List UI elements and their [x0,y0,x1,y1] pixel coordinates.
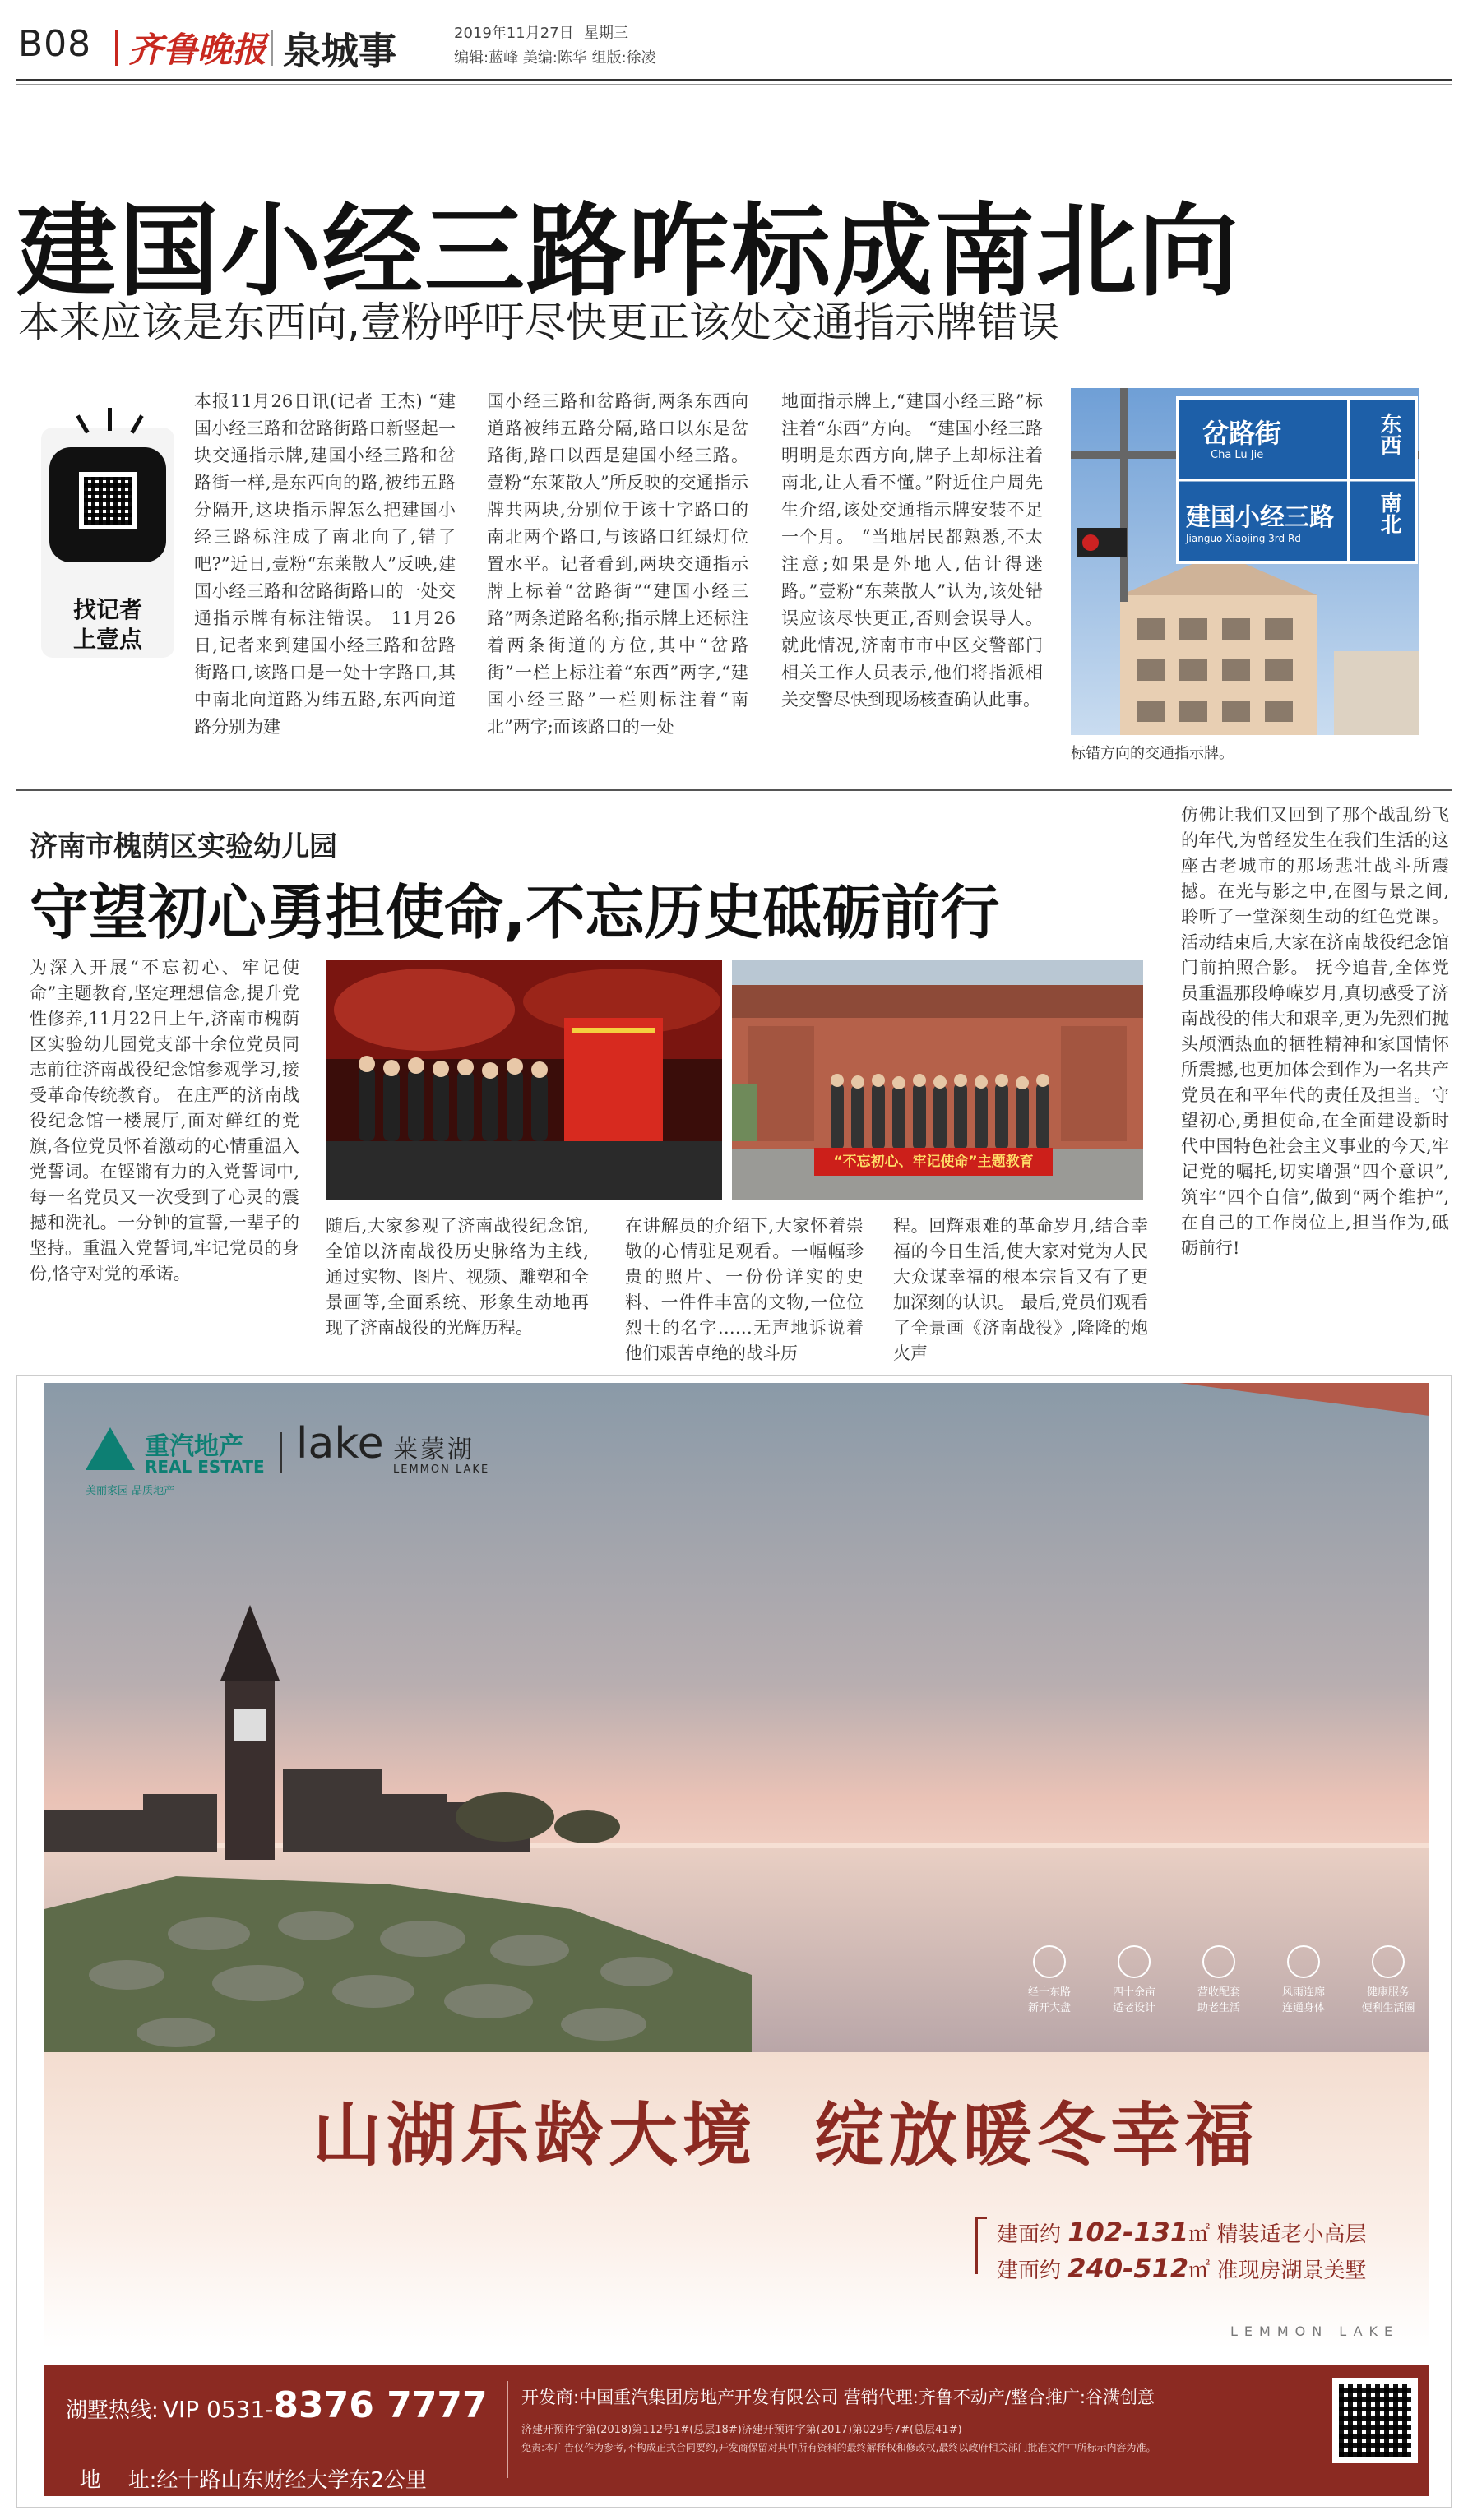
feature-item: 四十余亩 适老设计 [1098,1945,1170,2028]
story1-headline: 建国小经三路咋标成南北向 [16,193,1240,310]
mall-icon [1202,1945,1235,1978]
story2-column-3: 在讲解员的介绍下,大家怀着崇敬的心情驻足观看。一幅幅珍贵的照片、一份份详实的史料、一件件丰富的文物,一位位烈士的名字……无声地诉说着他们艰苦卓绝的战斗历 [625,1216,864,1363]
lake-name-en: LEMMON LAKE [393,1463,490,1476]
header-rule [16,79,1452,81]
feature-list [1013,1945,1424,2028]
hill-icon [1033,1945,1066,1978]
header-divider-2 [271,30,273,66]
spec2-type: 准现房湖景美墅 [1216,2259,1367,2283]
story2-kicker: 济南市槐荫区实验幼儿园 [30,830,337,863]
badge-line-1: 找记者 [72,596,142,623]
story2-column-4: 程。回辉艰难的革命岁月,结合幸福的今日生活,使大家对党为人民大众谋幸福的根本宗旨又有了更加深刻的认识。 最后,党员们观看了全景画《济南战役》,隆隆的炮火声 [893,1216,1148,1363]
theme-banner: “不忘初心、牢记使命”主题教育 [833,1154,1034,1170]
story2-column-5: 仿佛让我们又回到了那个战乱纷飞的年代,为曾经发生在我们生活的这座古老城市的那场悲壮战斗所震撼。在光与影之中,在图与景之间,聆听了一堂深刻生动的红色党课。 活动结束后,大家在济南战役纪念馆门前拍照合影。 抚今追昔,全体党员重温那段峥嵘岁月,真切感受了济南战役的伟大和艰辛,更为先烈们抛头颅洒热血的牺牲精神和家国情怀所震撼,也更加体会到作为一名共产党员在和平年代的责任及担当。守望初心,勇担使命,在全面建设新时代中国特色社会主义事业的今天,牢记党的嘱托,切实增强“四个意识”,筑牢“四个自信”,做到“两个维护”,在自己的工作岗位上,担当作为,砥砺前行! [1181,805,1449,1258]
lake-name-cn: 莱蒙湖 [393,1436,475,1464]
gate-icon [1287,1945,1320,1978]
editor-credits: 编辑:蓝峰 美编:陈华 组版:徐凌 [454,49,656,67]
story-divider [16,789,1452,791]
spec2-unit: ㎡ [1188,2259,1211,2283]
brand-logo-icon [86,1427,135,1472]
brand-name-en: REAL ESTATE [145,1457,265,1477]
spec2-prefix: 建面约 [997,2259,1062,2283]
hotline[interactable] [66,2384,488,2426]
find-reporter-badge[interactable] [41,428,174,658]
sign-top-name: 岔路街 [1202,418,1282,449]
story1-column-1: 本报11月26日讯(记者 王杰) “建国小经三路和岔路街路口新竖起一块交通指示牌,建国小经三路和岔路街一样,是东西向的路,被纬五路分隔开,这块指示牌怎么把建国小经三路标注成了南北向了,错了吧?”近日,壹粉“东莱散人”反映,建国小经三路和岔路街路口的一处交通指示牌有标注错误。 11月26日,记者来到建国小经三路和岔路街路口,该路口是一处十字路口,其中南北向道路为纬五路,东西向道路分别为建 [194,391,456,737]
signal-icon [77,408,143,441]
spec2-area: 240-512 [1067,2253,1189,2284]
sign-direction-bottom: 南北 [1377,492,1401,534]
sign-top-pinyin: Cha Lu Jie [1211,449,1264,461]
brand-divider [280,1432,282,1473]
ad-slogan: 山湖乐龄大境 绽放暖冬幸福 [313,2094,1259,2176]
qr-code-icon[interactable] [1332,2378,1418,2463]
license-info: 济建开预许字第(2018)第112号1#(总层18#)济建开预许字第(2017)第029号7#(总层41#) [521,2424,962,2436]
section-name: 泉城事 [283,29,396,73]
badge-line-2: 上壹点 [72,626,142,653]
story1-column-3: 地面指示牌上,“建国小经三路”标注着“东西”方向。 “建国小经三路明明是东西方向,牌子上却标注着南北,让人看不懂。”附近住户周先生介绍,该处交通指示牌安装不足一个月。 “当地居民都熟悉,不太注意;如果是外地人,估计得迷路。”壹粉“东莱散人”认为,该处错误应该尽快更正,否则会误导人。就此情况,济南市市中区交警部门相关工作人员表示,他们将指派相关交警尽快到现场核查确认此事。 [781,391,1043,710]
header-divider [115,30,118,66]
story1-column-2: 国小经三路和岔路街,两条东西向道路被纬五路分隔,路口以东是岔路街,路口以西是建国小经三路。 壹粉“东莱散人”所反映的交通指示牌共两块,分别位于该十字路口的南北两个路口,与该路口红绿灯位置水平。记者看到,两块交通指示牌上标着“岔路街”“建国小经三路”两条道路名称;指示牌上还标注着两条街道的方位,其中“岔路街”一栏上标注着“东西”两字,“建国小经三路”一栏则标注着“南北”两字;而该路口的一处 [487,391,748,737]
issue-date: 2019年11月27日 [454,25,574,42]
hotline-label: 湖墅热线: [66,2398,159,2423]
spec1-type: 精装适老小高层 [1216,2222,1367,2247]
address-row [66,2439,427,2494]
spec-line-1 [997,2217,1366,2248]
feature-item: 经十东路 新开大盘 [1013,1945,1086,2028]
spec1-prefix: 建面约 [997,2222,1062,2247]
paper-name: 齐鲁晚报 [128,30,267,70]
spec1-unit: ㎡ [1188,2222,1211,2247]
feature-item: 营收配套 助老生活 [1183,1945,1255,2028]
ad-disclaimer: 免责:本广告仅作为参考,不构成正式合同要约,开发商保留对其中所有资料的最终解释权和修改权,最终以政府相关部门批准文件中所标示内容为准。 [521,2442,1156,2453]
issue-weekday: 星期三 [584,25,628,42]
spec-bracket [975,2217,987,2274]
sign-bottom-pinyin: Jianguo Xiaojing 3rd Rd [1186,533,1301,544]
oath-photo [326,960,722,1200]
feature-item: 风雨连廊 连通身体 [1267,1945,1340,2028]
developer-info: 开发商:中国重汽集团房地产开发有限公司 营销代理:齐鲁不动产/整合推广:谷满创意 [521,2388,1155,2407]
traffic-sign-photo [1071,388,1419,735]
page-code: B08 [18,23,92,65]
spec1-area: 102-131 [1067,2217,1189,2248]
sign-bottom-name: 建国小经三路 [1186,503,1334,532]
building-icon [1118,1945,1151,1978]
brand-tagline: 美丽家园 品质地产 [86,1485,175,1497]
camera-icon [49,447,166,562]
footer-divider [507,2381,508,2478]
hotline-number: 8376 7777 [273,2384,488,2426]
address-label: 地 址: [79,2468,157,2493]
story2-headline: 守望初心勇担使命,不忘历史砥砺前行 [30,878,1000,947]
header-rule-thin [16,84,1452,85]
lemmon-lake-mark: LEMMON LAKE [1230,2323,1400,2339]
hall-icon [1372,1945,1405,1978]
feature-item: 健康服务 便利生活圈 [1352,1945,1424,2028]
qr-code-icon [79,472,137,529]
hotline-vip: VIP 0531- [162,2396,274,2423]
story2-column-2: 随后,大家参观了济南战役纪念馆,全馆以济南战役历史脉络为主线,通过实物、图片、视频、雕塑和全景画等,全面系统、形象生动地再现了济南战役的光辉历程。 [326,1216,589,1338]
photo-caption: 标错方向的交通指示牌。 [1071,745,1234,762]
address-text: 经十路山东财经大学东2公里 [156,2468,427,2493]
story1-subhead: 本来应该是东西向,壹粉呼吁尽快更正该处交通指示牌错误 [18,298,1059,346]
lake-logo: lake [296,1419,384,1468]
spec-line-2 [997,2253,1366,2284]
brand-name-cn: 重汽地产 [145,1432,243,1461]
story2-column-1: 为深入开展“不忘初心、牢记使命”主题教育,坚定理想信念,提升党性修养,11月22日上午,济南市槐荫区实验幼儿园党支部十余位党员同志前往济南战役纪念馆参观学习,接受革命传统教育。 在庄严的济南战役纪念馆一楼展厅,面对鲜红的党旗,各位党员怀着激动的心情重温入党誓词。在铿锵有力的入党誓词中,每一名党员又一次受到了心灵的震撼和洗礼。一分钟的宣誓,一辈子的坚持。重温入党誓词,牢记党员的身份,恪守对党的承诺。 [30,958,299,1283]
memorial-hall-photo [732,960,1143,1200]
sign-direction-top: 东西 [1377,413,1401,455]
